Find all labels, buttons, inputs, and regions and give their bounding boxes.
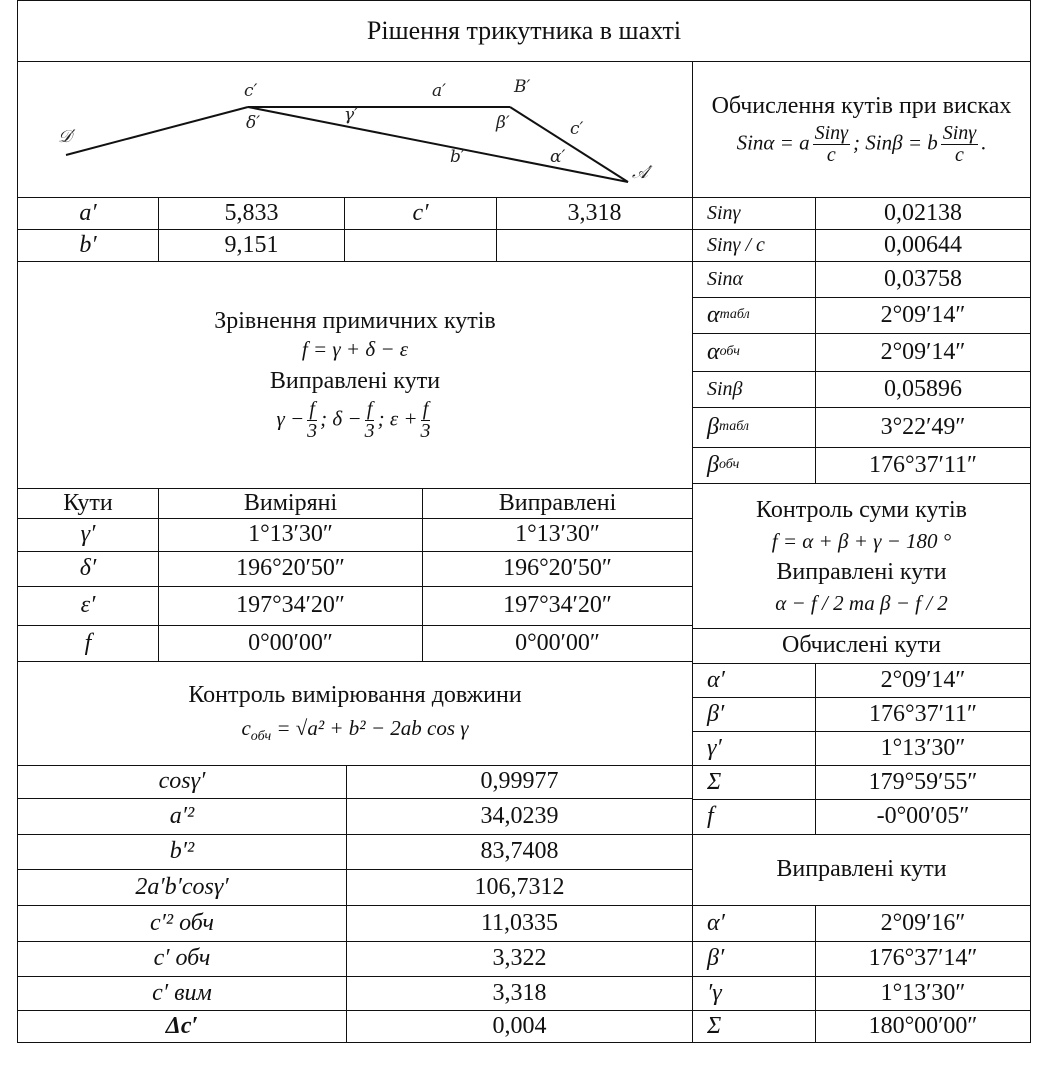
sum-control-formula: f = α + β + γ − 180 ° [771, 528, 952, 553]
label-main: β [707, 451, 719, 478]
corr-gamma: γ − [276, 406, 305, 431]
formula-sin-alpha: Sinα = a [736, 130, 810, 155]
length-label: c′ обч [17, 941, 347, 977]
sin-row-value: 0,05896 [815, 371, 1031, 408]
sketch-label-a-vertex: 𝒜′ [632, 163, 652, 183]
computed-label: γ′ [692, 731, 816, 766]
corr-epsilon: ; ε + [377, 406, 418, 431]
frac-den: 3 [364, 420, 375, 443]
computed-label: Σ [692, 765, 816, 800]
label-main: α [707, 338, 720, 365]
formula-lhs-sub: обч [250, 728, 272, 744]
final-label: Σ [692, 1010, 816, 1043]
length-label: Δc′ [17, 1010, 347, 1043]
angle-label: f [17, 625, 159, 662]
sin-row-label: Sinα [692, 261, 816, 298]
length-label: cosγ′ [17, 765, 347, 799]
empty-cell [344, 229, 497, 262]
computed-label: f [692, 799, 816, 835]
sum-corrected-heading: Виправлені кути [776, 559, 947, 585]
sin-heading-text: Обчислення кутів при висках [711, 93, 1012, 120]
sin-row-value: 176°37′11″ [815, 447, 1031, 484]
side-c-label: c′ [344, 197, 497, 230]
label-sub: табл [719, 307, 750, 323]
sin-section-heading [692, 61, 1031, 198]
sin-row-label [692, 447, 816, 484]
sum-corrected-formula: α − f / 2 та β − f / 2 [775, 590, 948, 615]
sin-row-value: 3°22′49″ [815, 407, 1031, 448]
frac2-den: c [955, 143, 964, 166]
sin-row-label [692, 407, 816, 448]
sin-row-label: Sinγ [692, 197, 816, 230]
side-c-value: 3,318 [496, 197, 693, 230]
triangle-sketch [17, 61, 693, 198]
final-value: 180°00′00″ [815, 1010, 1031, 1043]
sketch-label-a: a′ [432, 81, 446, 101]
label-sub: обч [718, 457, 740, 473]
computed-value: -0°00′05″ [815, 799, 1031, 835]
sum-control-heading: Контроль суми кутів [756, 497, 967, 524]
computed-heading: Обчислені кути [692, 628, 1031, 664]
frac-num: f [422, 398, 429, 421]
length-control-heading: Контроль вимірювання довжини [188, 682, 522, 709]
sin-row-label [692, 297, 816, 334]
length-value: 11,0335 [346, 905, 693, 942]
angles-header-corrected: Виправлені [422, 488, 693, 519]
angle-measured: 197°34′20″ [158, 586, 423, 626]
angle-corrected: 197°34′20″ [422, 586, 693, 626]
final-label: ′γ [692, 976, 816, 1011]
side-a-label: a′ [17, 197, 159, 230]
label-main: α [707, 301, 720, 328]
page-title [17, 0, 1031, 62]
formula-end: . [981, 130, 987, 155]
length-label: c′² обч [17, 905, 347, 942]
length-label: c′ вим [17, 976, 347, 1011]
sketch-label-beta: β′ [496, 113, 510, 133]
angle-measured: 196°20′50″ [158, 551, 423, 587]
length-value: 0,99977 [346, 765, 693, 799]
computed-value: 2°09′14″ [815, 663, 1031, 698]
angle-corrected: 1°13′30″ [422, 518, 693, 552]
computed-label: α′ [692, 663, 816, 698]
sketch-label-delta: δ′ [246, 113, 261, 133]
final-heading: Виправлені кути [692, 834, 1031, 906]
corrected-heading: Виправлені кути [269, 367, 441, 394]
final-value: 2°09′16″ [815, 905, 1031, 942]
angle-measured: 1°13′30″ [158, 518, 423, 552]
angle-label: ε′ [17, 586, 159, 626]
frac-den: 3 [420, 420, 431, 443]
sin-row-value: 0,03758 [815, 261, 1031, 298]
sin-row-value: 0,00644 [815, 229, 1031, 262]
final-label: α′ [692, 905, 816, 942]
angle-label: γ′ [17, 518, 159, 552]
formula-rhs: = √a² + b² − 2ab cos γ [276, 715, 469, 740]
angles-header-measured: Виміряні [158, 488, 423, 519]
sin-row-label [692, 333, 816, 372]
frac1-num: Sinγ [814, 121, 849, 144]
label-main: β [707, 413, 719, 440]
length-control-formula [241, 716, 468, 745]
length-label: b′² [17, 834, 347, 870]
title-text: Рішення трикутника в шахті [366, 16, 682, 46]
computed-label: β′ [692, 697, 816, 732]
side-b-value: 9,151 [158, 229, 345, 262]
length-value: 3,322 [346, 941, 693, 977]
computed-value: 1°13′30″ [815, 731, 1031, 766]
side-a-value: 5,833 [158, 197, 345, 230]
length-label: a′² [17, 798, 347, 835]
angle-label: δ′ [17, 551, 159, 587]
length-value: 34,0239 [346, 798, 693, 835]
length-value: 0,004 [346, 1010, 693, 1043]
equalization-heading: Зрівнення примичних кутів [214, 307, 496, 334]
angles-header-angles: Кути [17, 488, 159, 519]
frac2-num: Sinγ [942, 121, 977, 144]
sketch-label-c-vertex: c′ [244, 81, 258, 101]
length-value: 3,318 [346, 976, 693, 1011]
fraction-f3 [365, 399, 375, 442]
fraction-f3 [421, 399, 431, 442]
angle-corrected: 0°00′00″ [422, 625, 693, 662]
sketch-label-b-side: b′ [450, 147, 465, 167]
sketch-label-alpha: α′ [550, 147, 566, 167]
fraction-2 [941, 123, 978, 166]
empty-cell [496, 229, 693, 262]
frac-den: 3 [307, 420, 318, 443]
formula-sin-beta: ; Sinβ = b [853, 130, 938, 155]
label-sub: табл [718, 419, 750, 435]
final-value: 176°37′14″ [815, 941, 1031, 977]
corrected-formula [276, 399, 433, 442]
sketch-label-gamma: γ′ [344, 105, 359, 125]
frac-num: f [366, 398, 373, 421]
label-sub: обч [719, 344, 740, 360]
frac1-den: c [826, 143, 836, 166]
sketch-label-b-vertex: B′ [514, 77, 531, 97]
length-value: 106,7312 [346, 869, 693, 906]
fraction-f3 [307, 399, 317, 442]
length-label: 2a′b′cosγ′ [17, 869, 347, 906]
length-control-block [17, 661, 693, 766]
computed-value: 179°59′55″ [815, 765, 1031, 800]
sin-row-value: 2°09′14″ [815, 333, 1031, 372]
sketch-label-d: 𝒟′ [58, 127, 76, 147]
sin-row-value: 0,02138 [815, 197, 1031, 230]
formula-lhs: c [241, 715, 251, 740]
length-value: 83,7408 [346, 834, 693, 870]
sin-formula [737, 123, 987, 166]
sin-row-label: Sinβ [692, 371, 816, 408]
angle-corrected: 196°20′50″ [422, 551, 693, 587]
sum-control-block [692, 483, 1031, 629]
corr-delta: ; δ − [320, 406, 362, 431]
final-value: 1°13′30″ [815, 976, 1031, 1011]
frac-num: f [309, 398, 315, 421]
final-label: β′ [692, 941, 816, 977]
side-b-label: b′ [17, 229, 159, 262]
fraction-1 [813, 123, 850, 166]
computed-value: 176°37′11″ [815, 697, 1031, 732]
equalization-block [17, 261, 693, 489]
sin-row-value: 2°09′14″ [815, 297, 1031, 334]
sin-row-label: Sinγ / c [692, 229, 816, 262]
angle-measured: 0°00′00″ [158, 625, 423, 662]
equalization-formula: f = γ + δ − ε [301, 337, 409, 362]
sketch-label-c-side: c′ [570, 119, 584, 139]
